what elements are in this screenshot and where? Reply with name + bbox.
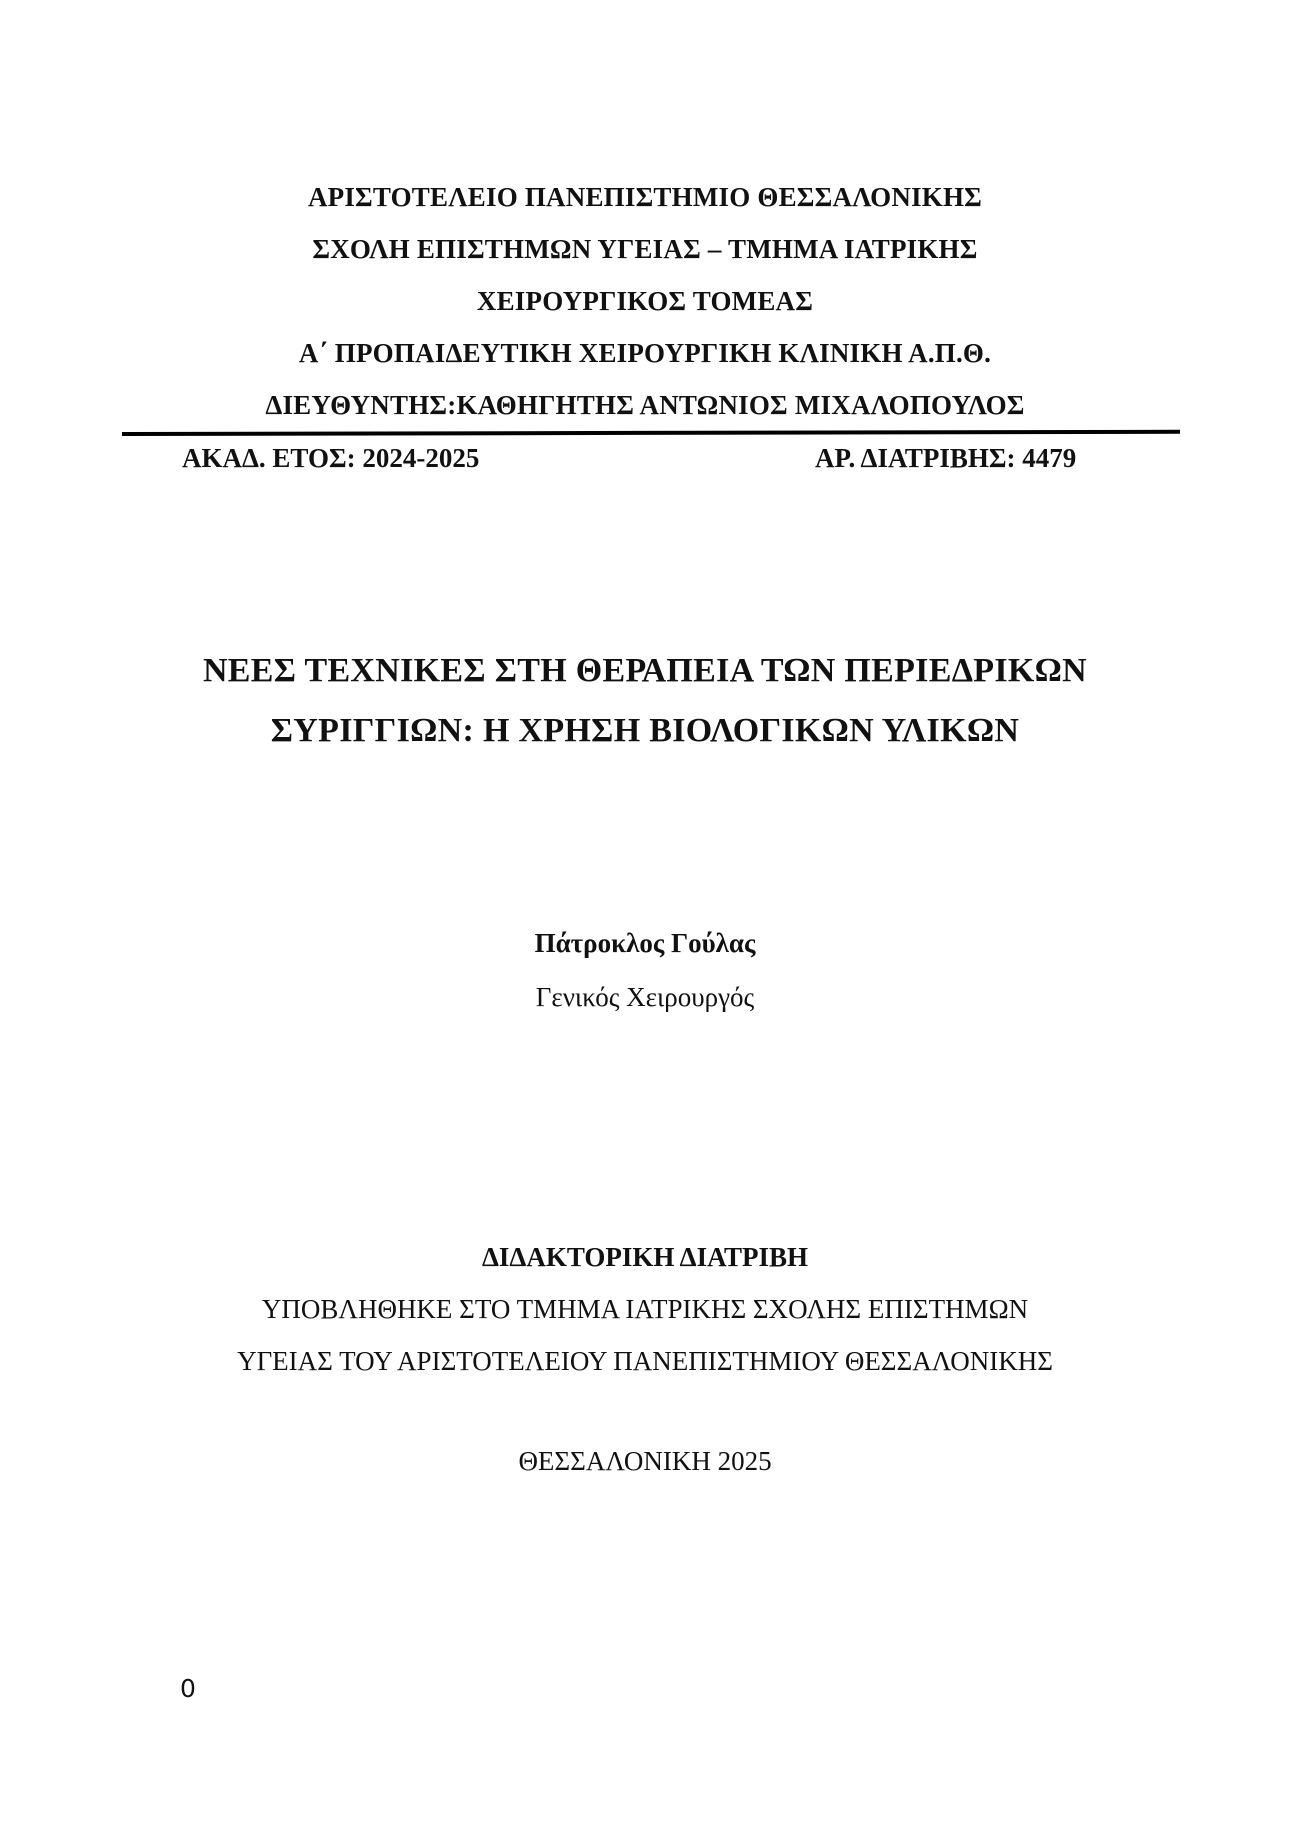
submission-line-2: ΥΓΕΙΑΣ ΤΟΥ ΑΡΙΣΤΟΤΕΛΕΙΟΥ ΠΑΝΕΠΙΣΤΗΜΙΟΥ ΘΕΣΣΑΛΟΝΙΚΗΣ [237, 1346, 1053, 1376]
thesis-title-line-2: ΣΥΡΙΓΓΙΩΝ: Η ΧΡΗΣΗ ΒΙΟΛΟΓΙΚΩΝ ΥΛΙΚΩΝ [270, 712, 1020, 749]
thesis-title-line-1: ΝΕΕΣ ΤΕΧΝΙΚΕΣ ΣΤΗ ΘΕΡΑΠΕΙΑ ΤΩΝ ΠΕΡΙΕΔΡΙΚΩΝ [202, 652, 1088, 689]
academic-year: ΑΚΑΔ. ΕΤΟΣ: 2024-2025 [182, 443, 480, 473]
page-number: 0 [180, 1674, 196, 1703]
header-divider [122, 430, 1180, 436]
director-line: ΔΙΕΥΘΥΝΤΗΣ:ΚΑΘΗΓΗΤΗΣ ΑΝΤΩΝΙΟΣ ΜΙΧΑΛΟΠΟΥΛΟΣ [265, 390, 1025, 420]
author-role: Γενικός Χειρουργός [535, 982, 755, 1012]
place-year: ΘΕΣΣΑΛΟΝΙΚΗ 2025 [518, 1446, 772, 1476]
surgical-sector: ΧΕΙΡΟΥΡΓΙΚΟΣ ΤΟΜΕΑΣ [476, 286, 814, 316]
thesis-type: ΔΙΔΑΚΤΟΡΙΚΗ ΔΙΑΤΡΙΒΗ [482, 1242, 808, 1272]
author-name: Πάτροκλος Γούλας [534, 928, 756, 958]
school-department: ΣΧΟΛΗ ΕΠΙΣΤΗΜΩΝ ΥΓΕΙΑΣ – ΤΜΗΜΑ ΙΑΤΡΙΚΗΣ [312, 234, 978, 264]
thesis-number: ΑΡ. ΔΙΑΤΡΙΒΗΣ: 4479 [815, 443, 1077, 473]
university-name: ΑΡΙΣΤΟΤΕΛΕΙΟ ΠΑΝΕΠΙΣΤΗΜΙΟ ΘΕΣΣΑΛΟΝΙΚΗΣ [307, 182, 983, 212]
clinic-name: Α΄ ΠΡΟΠΑΙΔΕΥΤΙΚΗ ΧΕΙΡΟΥΡΓΙΚΗ ΚΛΙΝΙΚΗ Α.Π.Θ. [298, 338, 992, 368]
submission-line-1: ΥΠΟΒΛΗΘΗΚΕ ΣΤΟ ΤΜΗΜΑ ΙΑΤΡΙΚΗΣ ΣΧΟΛΗΣ ΕΠΙΣΤΗΜΩΝ [261, 1294, 1029, 1324]
